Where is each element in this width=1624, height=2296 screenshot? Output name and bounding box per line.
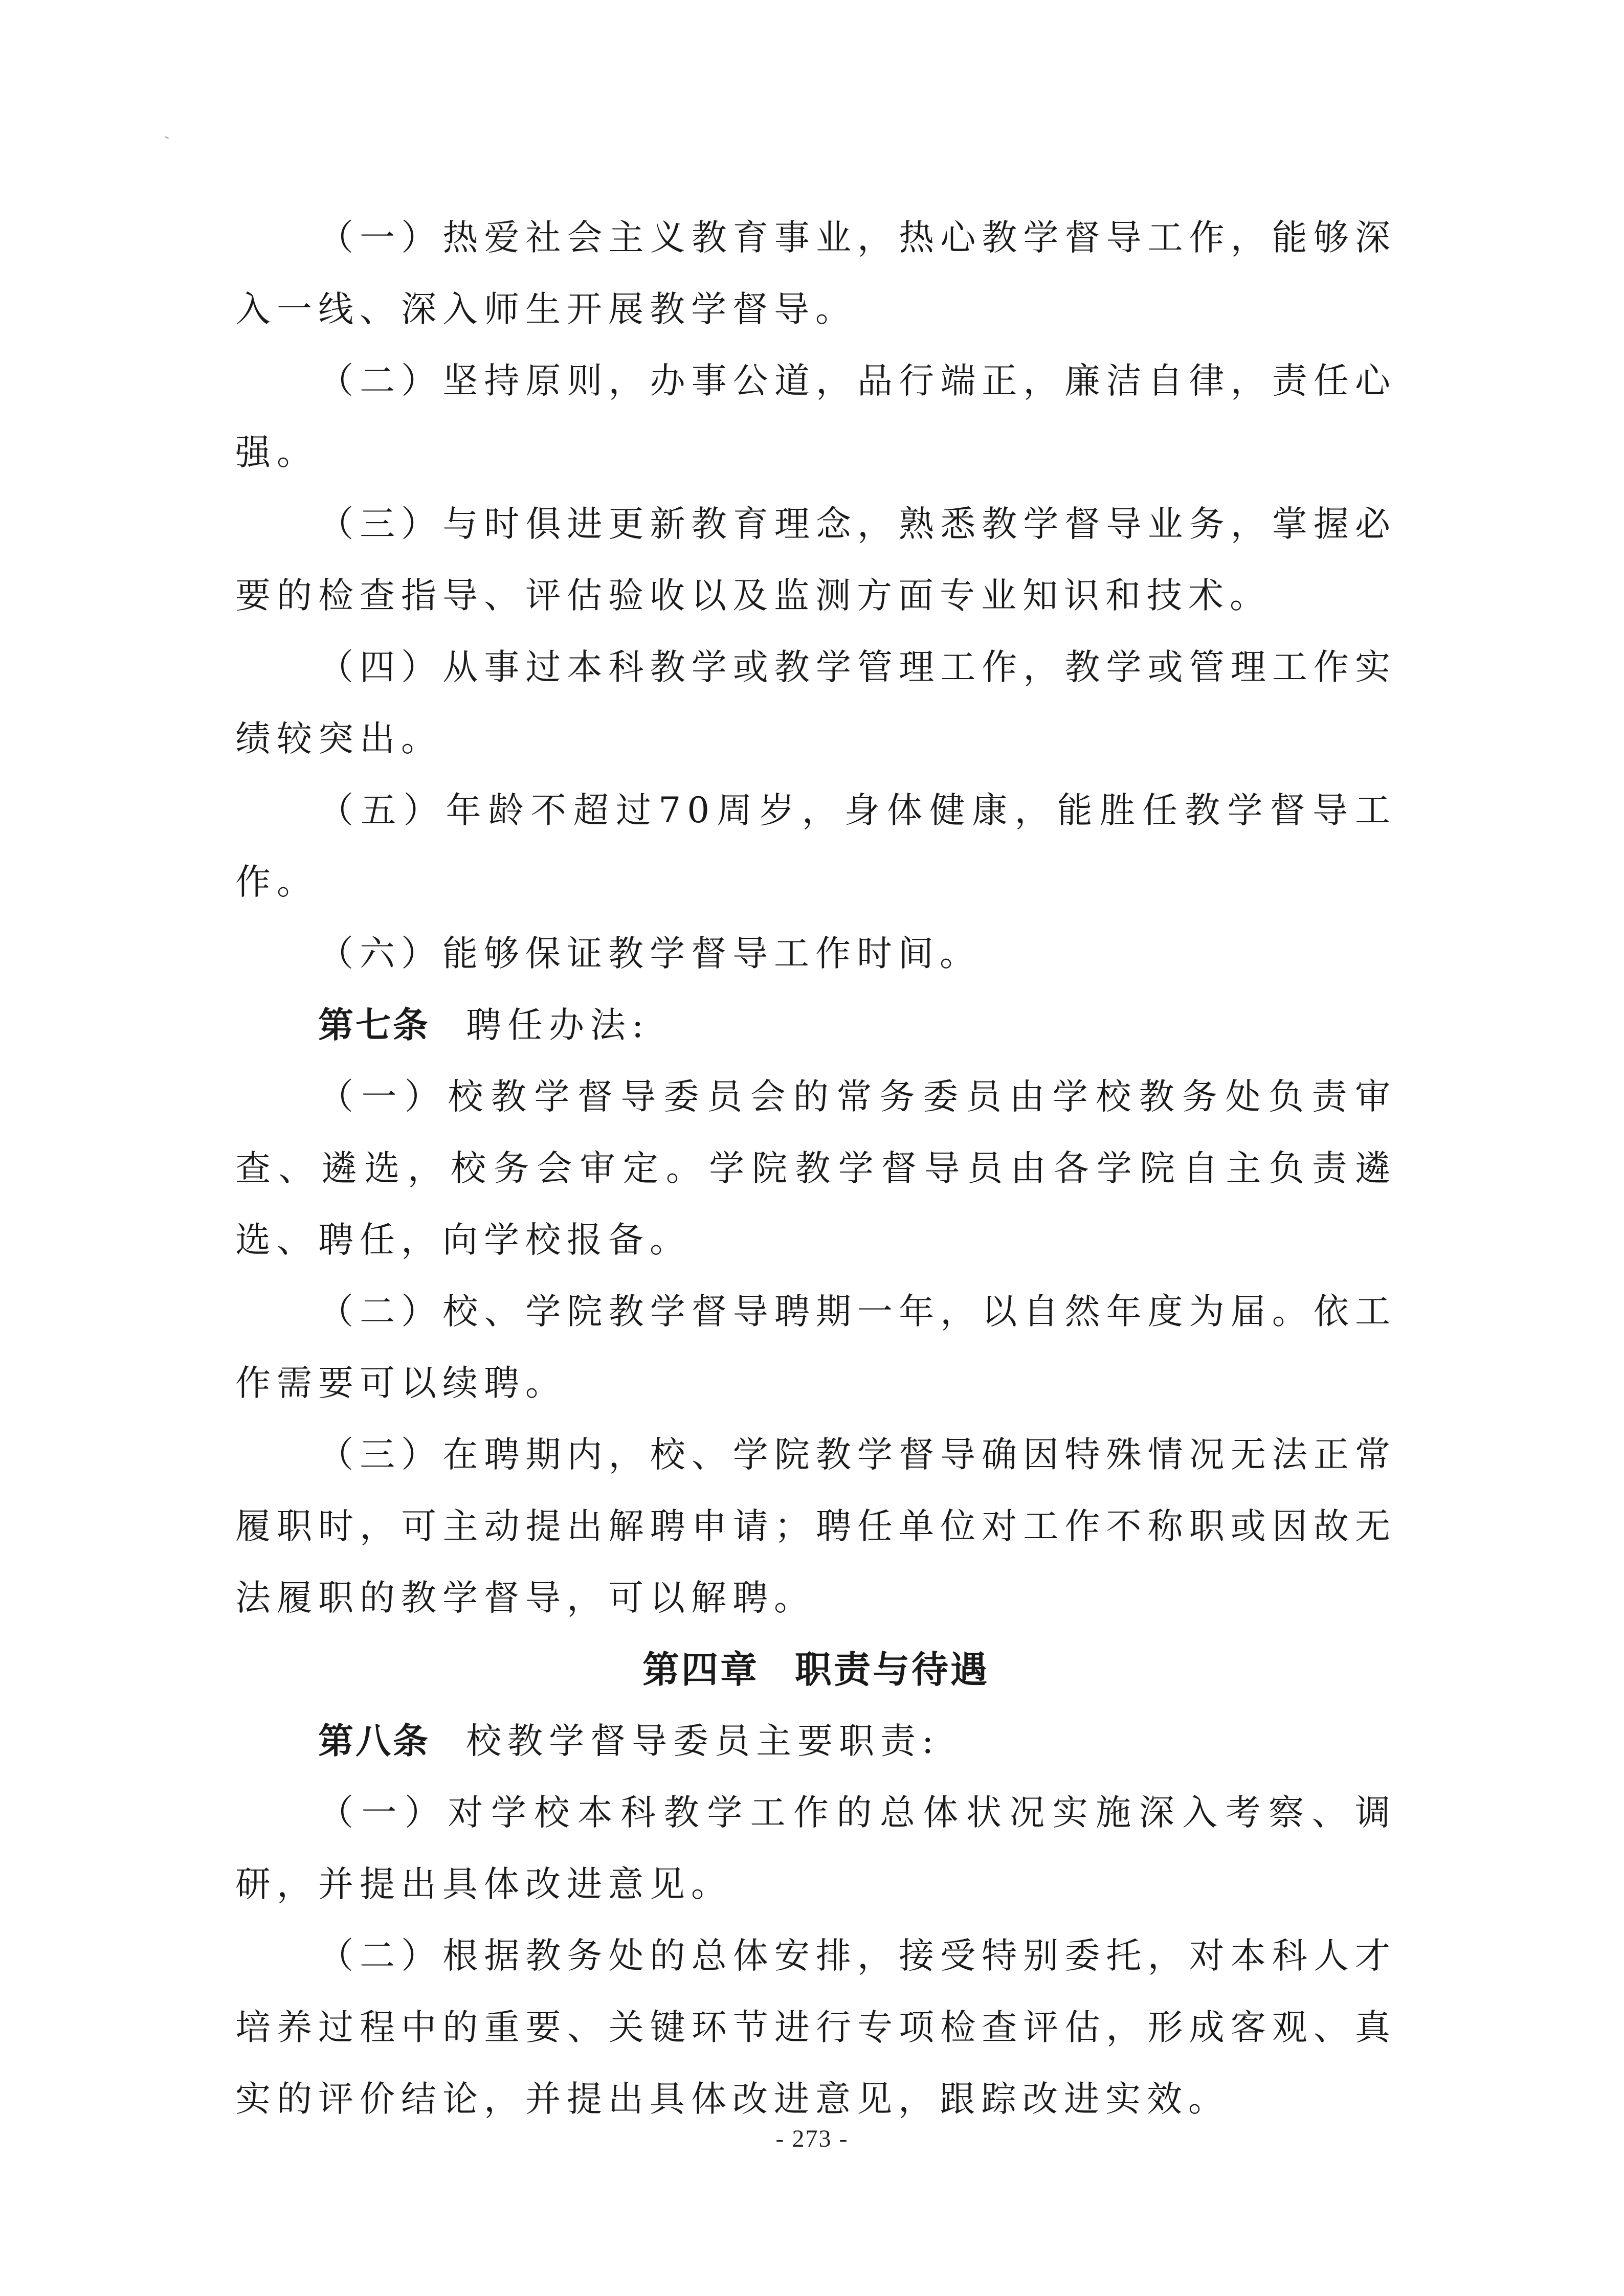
article-8-heading — [235, 1705, 1396, 1777]
qualification-item-4: （四）从事过本科教学或教学管理工作，教学或管理工作实绩较突出。 — [235, 647, 1396, 759]
article-7-title: 聘任办法: — [466, 1005, 650, 1046]
page-number: - 273 - — [775, 2125, 849, 2152]
qualification-item-1: （一）热爱社会主义教育事业，热心教学督导工作，能够深入一线、深入师生开展教学督导。 — [235, 217, 1396, 330]
chapter-4-heading — [235, 1634, 1396, 1705]
chapter-4-number: 第四章 — [642, 1648, 759, 1691]
article-7-number: 第七条 — [318, 1005, 430, 1046]
qualification-item-6: （六）能够保证教学督导工作时间。 — [318, 933, 981, 974]
scan-speck — [165, 136, 169, 139]
article-8-number: 第八条 — [318, 1721, 430, 1762]
article-8-title: 校教学督导委员主要职责: — [466, 1721, 940, 1762]
body-text — [235, 202, 1396, 2135]
article-7-heading — [235, 989, 1396, 1061]
appointment-item-3: （三）在聘期内，校、学院教学督导确因特殊情况无法正常履职时，可主动提出解聘申请；聘任单位对工作不称职或因故无法履职的教学督导，可以解聘。 — [235, 1434, 1396, 1618]
appointment-item-2: （二）校、学院教学督导聘期一年，以自然年度为届。依工作需要可以续聘。 — [235, 1291, 1396, 1404]
duty-item-1: （一）对学校本科教学工作的总体状况实施深入考察、调研，并提出具体改进意见。 — [235, 1792, 1396, 1905]
appointment-item-1: （一）校教学督导委员会的常务委员由学校教务处负责审查、遴选，校务会审定。学院教学督导员由各学院自主负责遴选、聘任，向学校报备。 — [235, 1076, 1396, 1260]
qualification-item-5: （五）年龄不超过70周岁，身体健康，能胜任教学督导工作。 — [235, 790, 1396, 903]
duty-item-2: （二）根据教务处的总体安排，接受特别委托，对本科人才培养过程中的重要、关键环节进行专项检查评估，形成客观、真实的评价结论，并提出具体改进意见，跟踪改进实效。 — [235, 1935, 1396, 2120]
qualification-item-2: （二）坚持原则，办事公道，品行端正，廉洁自律，责任心强。 — [235, 361, 1396, 473]
chapter-4-title: 职责与待遇 — [795, 1648, 990, 1691]
qualification-item-3: （三）与时俱进更新教育理念，熟悉教学督导业务，掌握必要的检查指导、评估验收以及监测方面专业知识和技术。 — [235, 504, 1396, 616]
